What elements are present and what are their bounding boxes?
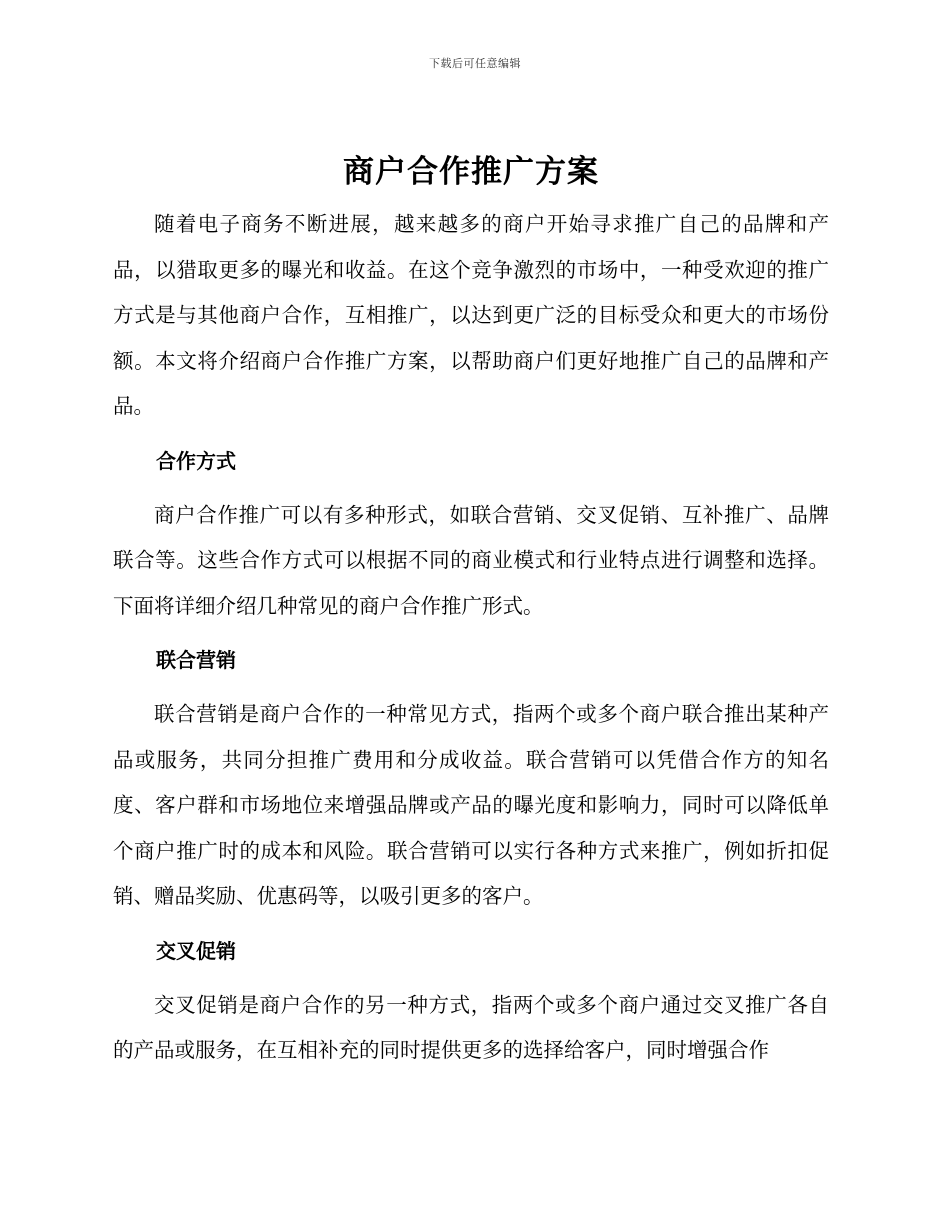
section-body-cross-promotion: 交叉促销是商户合作的另一种方式，指两个或多个商户通过交叉推广各自的产品或服务，在互相补充的同时提供更多的选择给客户，同时增强合作 bbox=[113, 992, 829, 1062]
document-body bbox=[113, 148, 829, 1074]
section-body-joint-marketing: 联合营销是商户合作的一种常见方式，指两个或多个商户联合推出某种产品或服务，共同分担推广费用和分成收益。联合营销可以凭借合作方的知名度、客户群和市场地位来增强品牌或产品的曝光度和影响力，同时可以降低单个商户推广时的成本和风险。联合营销可以实行各种方式来推广，例如折扣促销、赠品奖励、优惠码等，以吸引更多的客户。 bbox=[113, 702, 829, 908]
page-header-note: 下载后可任意编辑 bbox=[429, 57, 521, 70]
section-heading-cooperation-methods: 合作方式 bbox=[156, 448, 236, 473]
document-title: 商户合作推广方案 bbox=[343, 154, 599, 190]
intro-paragraph: 随着电子商务不断进展，越来越多的商户开始寻求推广自己的品牌和产品，以猎取更多的曝光和收益。在这个竞争激烈的市场中，一种受欢迎的推广方式是与其他商户合作，互相推广，以达到更广泛的目标受众和更大的市场份额。本文将介绍商户合作推广方案，以帮助商户们更好地推广自己的品牌和产品。 bbox=[113, 212, 829, 418]
section-heading-cross-promotion: 交叉促销 bbox=[156, 938, 236, 963]
section-heading-joint-marketing: 联合营销 bbox=[156, 648, 236, 672]
section-body-cooperation-methods: 商户合作推广可以有多种形式，如联合营销、交叉促销、互补推广、品牌联合等。这些合作方式可以根据不同的商业模式和行业特点进行调整和选择。下面将详细介绍几种常见的商户合作推广形式。 bbox=[113, 502, 829, 618]
